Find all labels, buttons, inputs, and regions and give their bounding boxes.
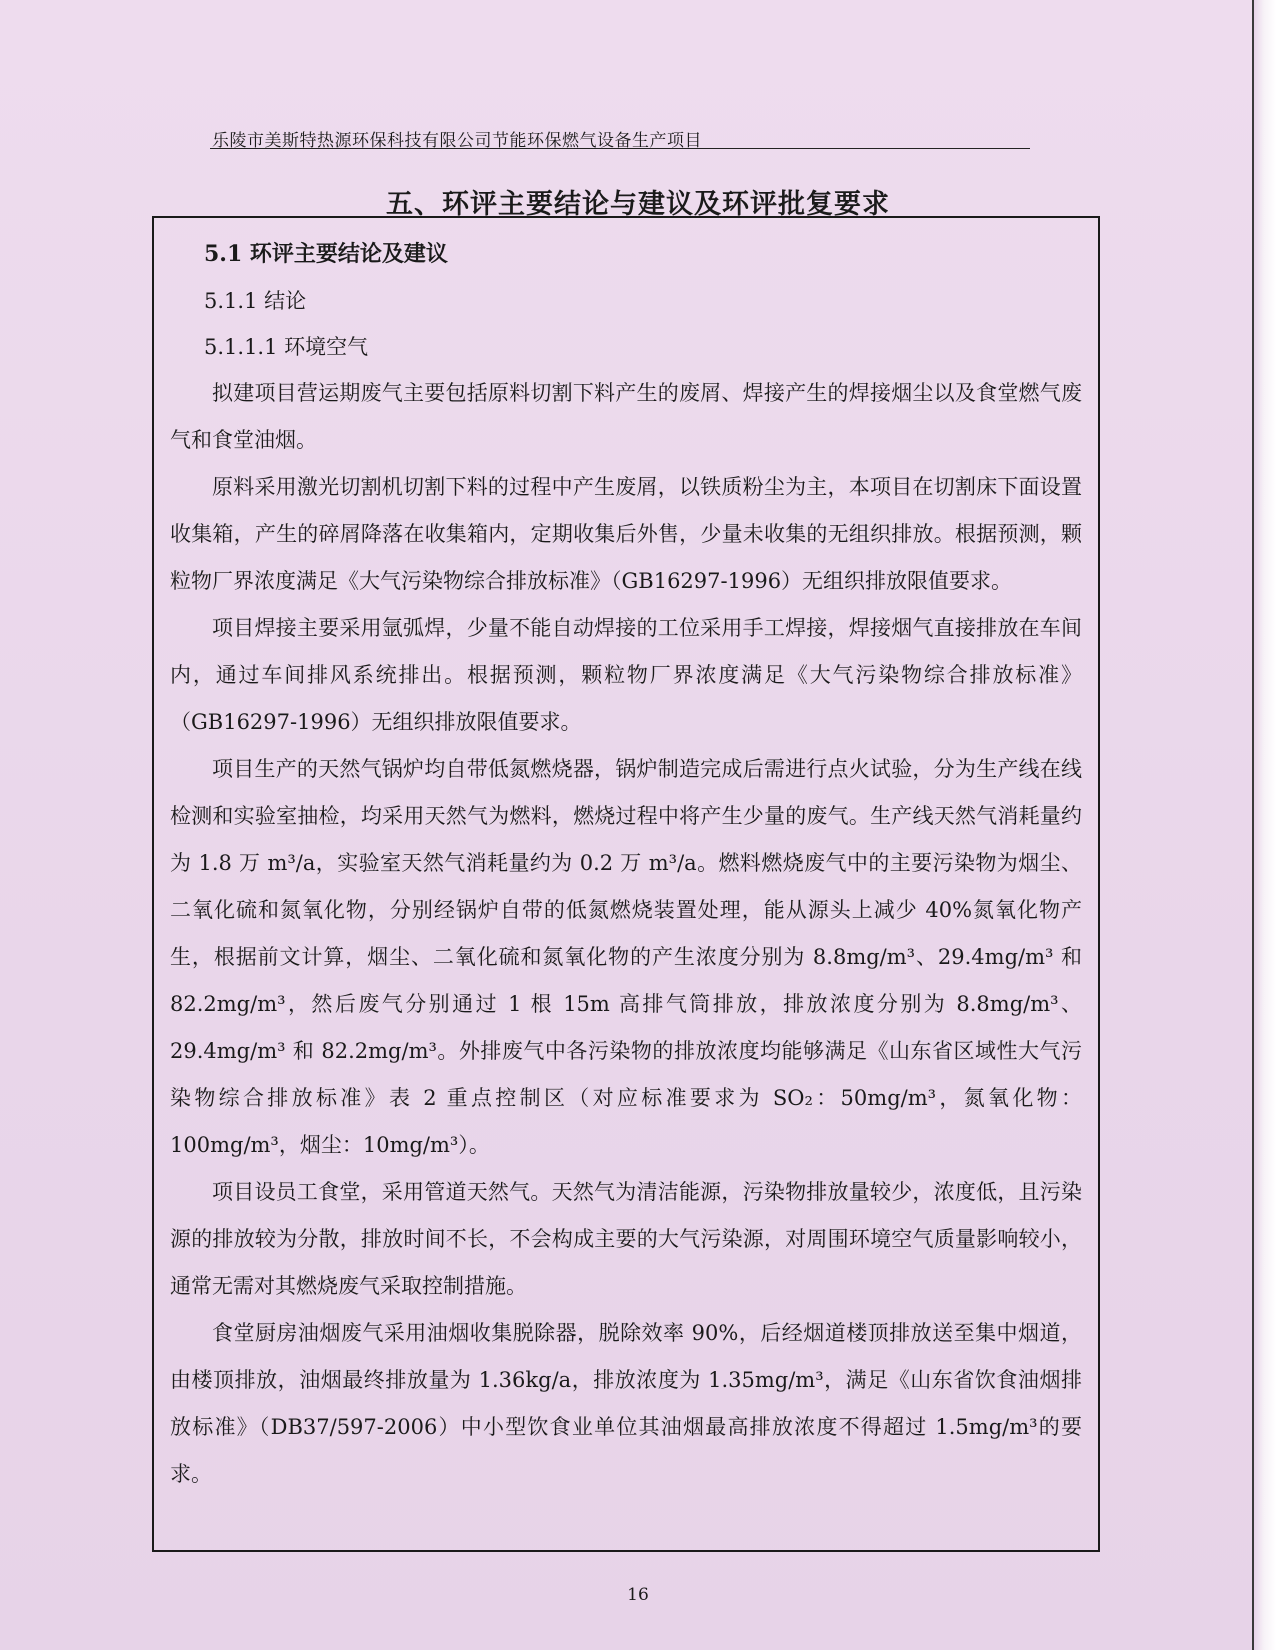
paragraph-boiler-emissions: 项目生产的天然气锅炉均自带低氮燃烧器，锅炉制造完成后需进行点火试验，分为生产线在线检测和实验室抽检，均采用天然气为燃料，燃烧过程中将产生少量的废气。生产线天然气消耗量约为 1.8 万 m³/a，实验室天然气消耗量约为 0.2 万 m³/a。燃料燃烧废气中的主要污染物为烟尘、二氧化硫和氮氧化物，分别经锅炉自带的低氮燃烧装置处理，能从源头上减少 40%氮氧化物产生，根据前文计算，烟尘、二氧化硫和氮氧化物的产生浓度分别为 8.8mg/m³、29.4mg/m³ 和 82.2mg/m³，然后废气分别通过 1 根 15m 高排气筒排放，排放浓度分别为 8.8mg/m³、29.4mg/m³ 和 82.2mg/m³。外排废气中各污染物的排放浓度均能够满足《山东省区域性大气污染物综合排放标准》表 2 重点控制区（对应标准要求为 SO₂：50mg/m³，氮氧化物：100mg/m³，烟尘：10mg/m³）。 (170, 757, 1082, 1157)
paragraph-waste-gas-overview: 拟建项目营运期废气主要包括原料切割下料产生的废屑、焊接产生的焊接烟尘以及食堂燃气废气和食堂油烟。 (170, 381, 1082, 452)
running-header: 乐陵市美斯特热源环保科技有限公司节能环保燃气设备生产项目 (212, 131, 702, 151)
heading-5-1-1: 5.1.1 结论 (204, 289, 307, 313)
paragraph-canteen-oil-fume: 食堂厨房油烟废气采用油烟收集脱除器，脱除效率 90%，后经烟道楼顶排放送至集中烟道，由楼顶排放，油烟最终排放量为 1.36kg/a，排放浓度为 1.35mg/m³，满足《山东省饮食油烟排放标准》（DB37/597-2006）中小型饮食业单位其油烟最高排放浓度不得超过 1.5mg/m³的要求。 (170, 1321, 1082, 1486)
page-number: 16 (627, 1585, 649, 1605)
heading-5-1-1-1: 5.1.1.1 环境空气 (204, 335, 369, 359)
header-rule (210, 148, 1030, 149)
paragraph-cutting-dust: 原料采用激光切割机切割下料的过程中产生废屑，以铁质粉尘为主，本项目在切割床下面设置收集箱，产生的碎屑降落在收集箱内，定期收集后外售，少量未收集的无组织排放。根据预测，颗粒物厂界浓度满足《大气污染物综合排放标准》（GB16297-1996）无组织排放限值要求。 (170, 475, 1082, 593)
page-edge (1252, 0, 1276, 1650)
heading-5-1: 5.1 环评主要结论及建议 (204, 241, 448, 267)
content-body (170, 226, 1082, 1498)
paragraph-canteen-gas: 项目设员工食堂，采用管道天然气。天然气为清洁能源，污染物排放量较少，浓度低，且污染源的排放较为分散，排放时间不长，不会构成主要的大气污染源，对周围环境空气质量影响较小，通常无需对其燃烧废气采取控制措施。 (170, 1180, 1082, 1298)
paragraph-welding-fume: 项目焊接主要采用氩弧焊，少量不能自动焊接的工位采用手工焊接，焊接烟气直接排放在车间内，通过车间排风系统排出。根据预测，颗粒物厂界浓度满足《大气污染物综合排放标准》（GB16297-1996）无组织排放限值要求。 (170, 616, 1082, 734)
section-title: 五、环评主要结论与建议及环评批复要求 (386, 189, 890, 220)
